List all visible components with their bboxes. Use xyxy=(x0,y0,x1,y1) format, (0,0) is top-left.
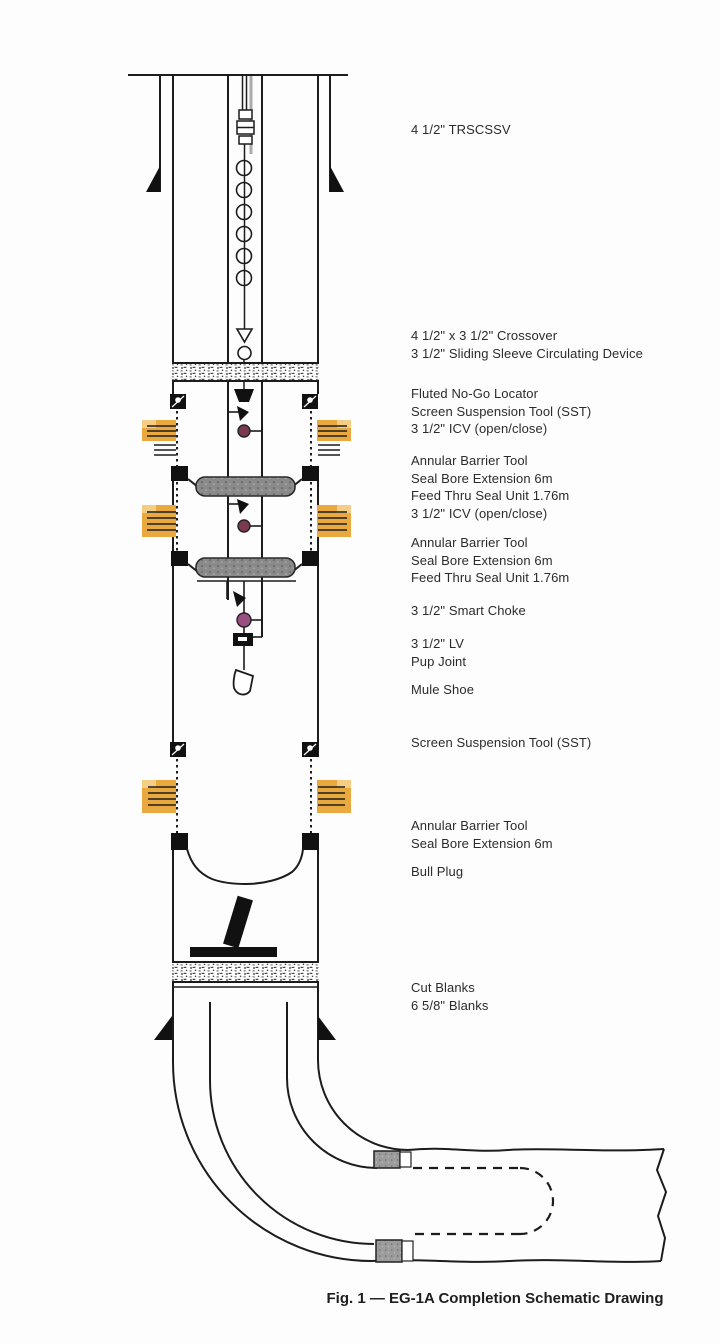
label-line: 6 5/8" Blanks xyxy=(411,997,489,1013)
curve-outer-right xyxy=(318,1060,408,1150)
label-line: Annular Barrier Tool xyxy=(411,818,528,833)
screen-suspension-tool-2 xyxy=(170,742,318,833)
label-line: Cut Blanks xyxy=(411,980,475,995)
lateral-liner-hanger-top xyxy=(374,1151,411,1168)
figure-caption: Fig. 1 — EG-1A Completion Schematic Drawing xyxy=(326,1290,664,1307)
label-line: Screen Suspension Tool (SST) xyxy=(411,735,592,750)
label-sst2 xyxy=(411,734,591,752)
dashed-open-hole-outline xyxy=(413,1168,553,1234)
label-crossover-group xyxy=(411,327,643,362)
casing-shoe-top-right xyxy=(330,166,344,192)
label-locator-group xyxy=(411,385,591,438)
label-line: Bull Plug xyxy=(411,864,464,879)
mule-shoe-symbol xyxy=(234,670,253,695)
icv-valve-2 xyxy=(228,499,262,532)
no-go-locator-symbol xyxy=(234,389,254,402)
seal-bore-extension-2 xyxy=(171,551,319,581)
label-line: 3 1/2" ICV (open/close) xyxy=(411,421,548,436)
label-barrier2-group xyxy=(411,534,569,587)
cut-blank-tilted-bar xyxy=(223,896,253,948)
seal-bore-extension-1 xyxy=(171,466,319,496)
label-line: Screen Suspension Tool (SST) xyxy=(411,403,592,419)
label-barrier3-group xyxy=(411,817,553,852)
label-line: Annular Barrier Tool xyxy=(411,535,528,550)
label-line: Seal Bore Extension 6m xyxy=(411,552,553,568)
label-line: Pup Joint xyxy=(411,653,467,669)
liner-hanger-band-lower xyxy=(172,962,319,987)
label-line: 3 1/2" Smart Choke xyxy=(411,603,526,618)
label-lv-pup-group xyxy=(411,635,466,670)
curve-inner-right xyxy=(287,1002,377,1168)
open-hole-rough-edge xyxy=(657,1149,666,1261)
smart-choke-assembly xyxy=(227,581,262,670)
label-barrier1-group xyxy=(411,452,569,522)
label-line: 3 1/2" Sliding Sleeve Circulating Device xyxy=(411,345,643,361)
label-mule-shoe xyxy=(411,681,474,699)
landing-valve-symbol xyxy=(233,633,253,646)
curve-inner-left xyxy=(210,1002,374,1244)
sliding-sleeve-symbol xyxy=(238,347,251,360)
label-line: 4 1/2" TRSCSSV xyxy=(411,122,511,137)
annular-barrier-tool-3 xyxy=(142,780,351,813)
label-trscssv xyxy=(411,121,511,139)
packer-elements-3 xyxy=(171,833,319,850)
bull-plug-profile xyxy=(187,849,303,884)
label-line: 3 1/2" LV xyxy=(411,636,464,651)
lateral-liner-hanger-bottom xyxy=(376,1240,413,1262)
casing-shoe-bottom-left xyxy=(154,1016,172,1040)
label-line: Annular Barrier Tool xyxy=(411,453,528,468)
lateral-bottom-line xyxy=(372,1260,661,1262)
crossover-symbol xyxy=(237,329,252,342)
icv-valve-1 xyxy=(228,406,262,437)
liner-hanger-band-upper xyxy=(172,363,319,381)
label-line: Feed Thru Seal Unit 1.76m xyxy=(411,570,570,585)
casing-shoe-top-left xyxy=(146,166,160,192)
label-line: Seal Bore Extension 6m xyxy=(411,470,553,486)
cut-blank-horizontal-bar xyxy=(190,947,277,957)
label-line: 4 1/2" x 3 1/2" Crossover xyxy=(411,328,558,343)
label-line: Seal Bore Extension 6m xyxy=(411,835,553,851)
label-blanks-group xyxy=(411,979,488,1014)
label-line: Feed Thru Seal Unit 1.76m xyxy=(411,488,570,503)
label-line: Fluted No-Go Locator xyxy=(411,386,539,401)
casing-shoe-bottom-right xyxy=(318,1016,336,1040)
lateral-top-line xyxy=(408,1149,664,1151)
label-smart-choke xyxy=(411,602,526,620)
label-bull-plug xyxy=(411,863,463,881)
label-line: 3 1/2" ICV (open/close) xyxy=(411,505,548,521)
label-line: Mule Shoe xyxy=(411,682,475,697)
trscssv-valve-symbol xyxy=(237,110,254,144)
